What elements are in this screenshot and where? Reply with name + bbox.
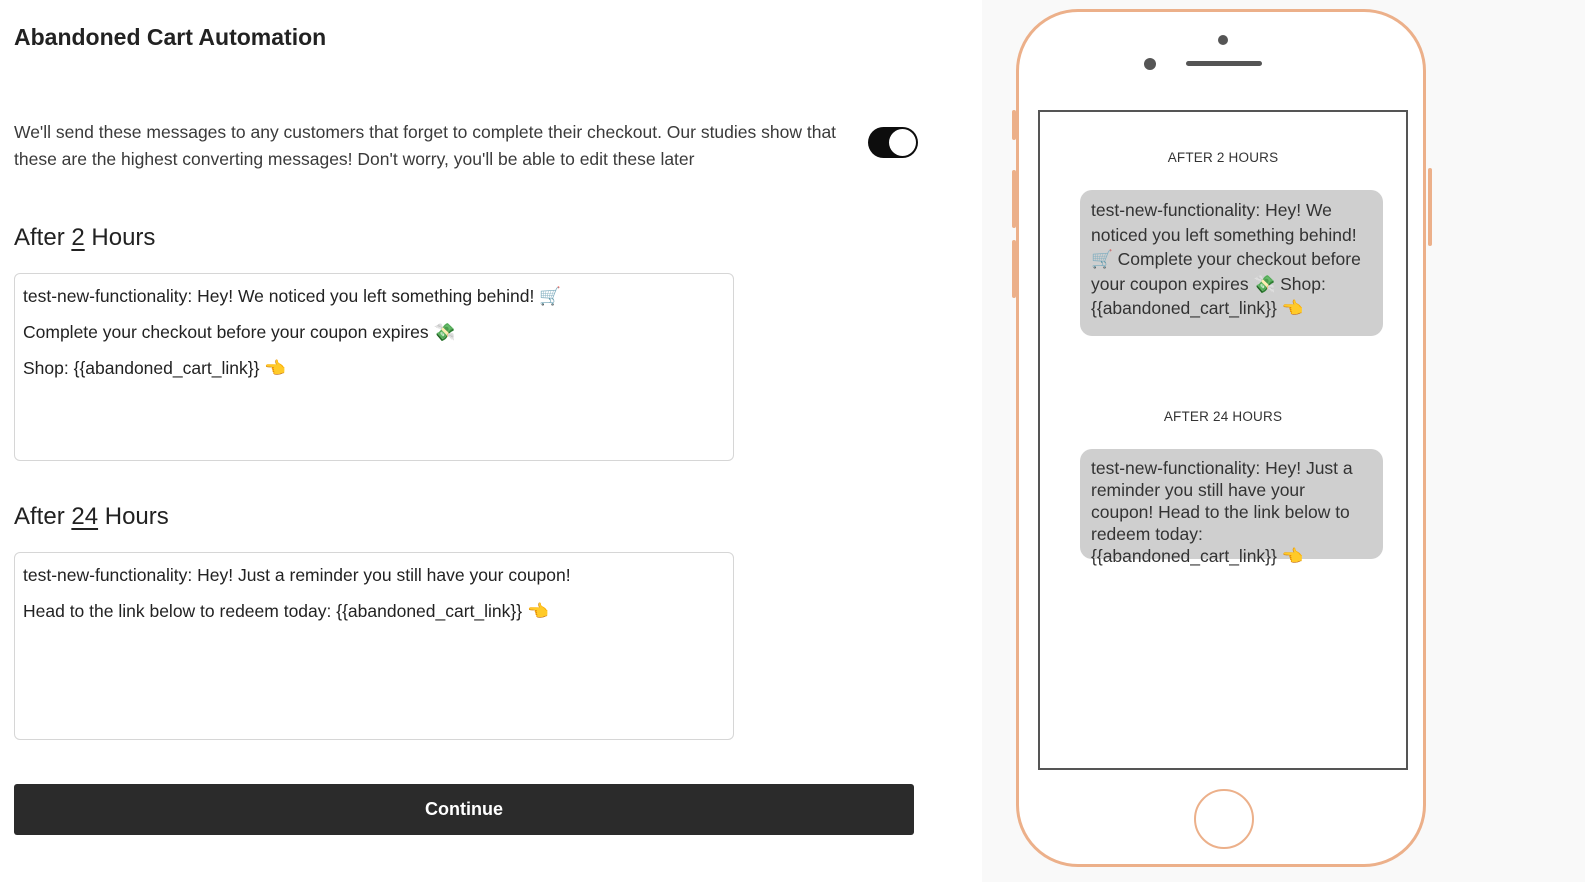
- section-heading-24-hours: [14, 503, 169, 531]
- page-title: Abandoned Cart Automation: [14, 24, 327, 50]
- section-heading-2-hours: [14, 224, 155, 252]
- phone-screen: [1038, 110, 1408, 770]
- preview-time-label: AFTER 24 HOURS: [1163, 409, 1283, 424]
- automation-toggle[interactable]: [868, 127, 918, 158]
- message-editor-2-hours[interactable]: [14, 273, 734, 461]
- toggle-knob: [889, 129, 916, 156]
- heading-suffix: Hours: [98, 503, 169, 530]
- phone-speaker-icon: [1186, 61, 1262, 66]
- message-line: test-new-functionality: Hey! We noticed you left something behind! 🛒: [23, 286, 561, 306]
- heading-prefix: After: [14, 224, 72, 251]
- phone-camera-icon: [1218, 35, 1228, 45]
- phone-sensor-icon: [1144, 58, 1156, 70]
- preview-message-bubble: test-new-functionality: Hey! Just a reminder you still have your coupon! Head to the link below to redeem today: {{abandoned_cart_link}} 👈: [1080, 449, 1383, 559]
- intro-description: We'll send these messages to any customers that forget to complete their checkout. Our studies show that these are the highest converting messages! Don't worry, you'll be able to edit these later: [14, 122, 837, 169]
- heading-suffix: Hours: [84, 224, 156, 251]
- message-editor-24-hours[interactable]: [14, 552, 734, 740]
- continue-button[interactable]: Continue: [14, 784, 914, 835]
- phone-home-button: [1194, 789, 1254, 849]
- preview-time-label: AFTER 2 HOURS: [1167, 150, 1279, 165]
- heading-prefix: After: [14, 503, 72, 530]
- message-line: test-new-functionality: Hey! Just a reminder you still have your coupon!: [23, 565, 571, 585]
- message-line: Complete your checkout before your coupon expires 💸: [23, 322, 456, 342]
- phone-power-button: [1428, 168, 1432, 246]
- hours-value[interactable]: 2: [71, 224, 85, 251]
- message-line: Head to the link below to redeem today: {{abandoned_cart_link}} 👈: [23, 601, 549, 621]
- message-line: Shop: {{abandoned_cart_link}} 👈: [23, 358, 287, 378]
- preview-message-bubble: test-new-functionality: Hey! We noticed you left something behind! 🛒 Complete your checkout before your coupon expires 💸 Shop: {{abandoned_cart_link}} 👈: [1080, 190, 1383, 336]
- hours-value[interactable]: 24: [71, 503, 99, 530]
